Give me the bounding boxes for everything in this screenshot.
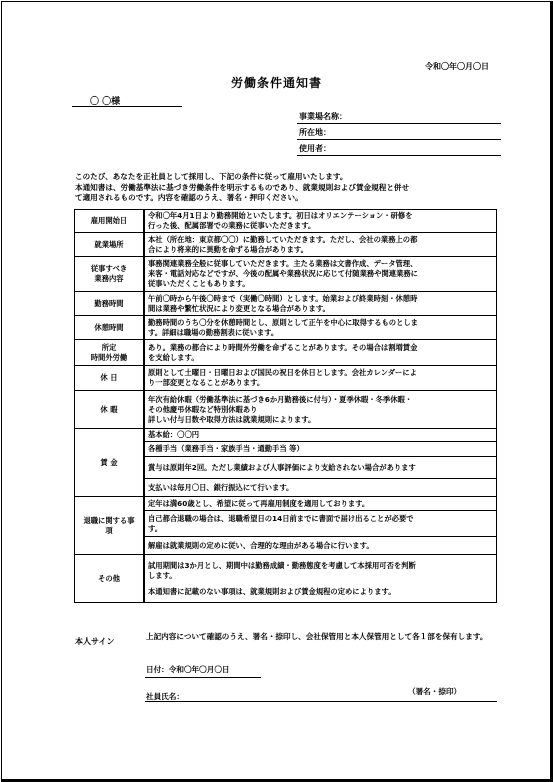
address-field[interactable]	[297, 124, 501, 140]
holidays-value	[144, 366, 497, 391]
term-row-overtime	[75, 340, 497, 366]
text-line: 年次有給休暇（労働基準法に基づき6か月勤務後に付与）・夏季休暇・冬季休暇・	[148, 394, 413, 404]
other-value	[144, 555, 497, 603]
label-line: 退職に関する事	[83, 515, 135, 525]
employee-name-field[interactable]: 社員氏名：	[146, 692, 184, 701]
text-line: 本社（所在地：東京都〇〇）に勤務していただきます。ただし、会社の業務上の都	[148, 234, 418, 244]
wages-base: 基本給：〇〇円	[144, 429, 497, 442]
term-row-holidays	[75, 366, 497, 391]
text-line: 来客・電話対応などですが、今後の配属や業務状況に応じて付随業務や関連業務に	[148, 269, 418, 278]
address-label: 所在地：	[299, 128, 331, 137]
overtime-label	[75, 340, 145, 366]
text-line: あり。業務の都合により時間外労働を命ずることがあります。その場合は割増賃金	[148, 342, 418, 352]
signature-label: 本人サイン	[75, 637, 115, 646]
issue-date: 令和〇年〇月〇日	[425, 62, 489, 71]
employer-field[interactable]	[297, 140, 501, 156]
text-line: 間は業務や繁忙状況により変更となる場合があります。	[148, 303, 330, 313]
term-row-place	[75, 233, 497, 257]
label-line: 時間外労働	[90, 352, 128, 362]
text-line: り一部変更となることがあります。	[148, 378, 265, 387]
document-title: 労働条件通知書	[230, 76, 322, 90]
addressee-name: 〇 〇様	[90, 97, 121, 107]
signature-date-field[interactable]: 日付：令和〇年〇月〇日	[146, 665, 230, 674]
hours-label: 勤務時間	[75, 292, 145, 316]
leave-value	[144, 391, 497, 429]
other-label: その他	[75, 555, 145, 603]
wages-label: 賃 金	[75, 429, 145, 497]
text-line: します。	[148, 570, 177, 580]
text-line: 自己都合退職の場合は、退職希望日の14日前までに書面で届け出ることが必要で	[148, 513, 414, 523]
place-label: 就業場所	[75, 233, 145, 257]
break-label: 休憩時間	[75, 316, 145, 340]
place-value	[144, 233, 497, 257]
text-line: す。	[148, 523, 163, 533]
text-line: 勤務時間のうち〇分を休憩時間とし、原則として正午を中心に取得するものとしま	[148, 317, 418, 327]
wages-payment: 支払いは毎月〇日、銀行振込にて行います。	[144, 479, 497, 497]
label-line: 項	[105, 525, 113, 535]
signature-date-underline	[145, 677, 261, 678]
text-line: 令和〇年4月1日より勤務開始といたします。初日はオリエンテーション・研修を	[148, 211, 413, 220]
wages-bonus: 賞与は原則年2回。ただし業績および人事評価により支給されない場合があります	[144, 457, 497, 479]
intro-line: このたび、あなたを正社員として採用し、下記の条件に従って雇用いたします。	[75, 172, 348, 181]
text-line: 合により将来的に異動を命ずる場合があります。	[148, 244, 308, 254]
text-line: 試用期間は3か月とし、期間中は勤務成績・勤務態度を考慮して本採用可否を判断	[148, 560, 416, 570]
text-line: 従事いただくこともあります。	[148, 279, 250, 288]
term-row-wages	[75, 429, 497, 442]
seal-note: （署名・捺印）	[408, 687, 462, 696]
term-row-hours	[75, 292, 497, 316]
term-row-leave	[75, 391, 497, 429]
signature-text: 上記内容について確認のうえ、署名・捺印し、会社保管用と本人保管用として各１部を保有します。	[146, 632, 488, 641]
terms-table	[74, 209, 497, 603]
employer-label: 使用者：	[299, 144, 331, 153]
leave-label: 休 暇	[75, 391, 145, 429]
text-line: を支給します。	[148, 352, 199, 362]
intro-line: 本通知書は、労働基準法に基づき労働条件を明示するものであり、就業規則および賃金規程と併せ	[75, 182, 410, 192]
retirement-resign	[144, 511, 497, 537]
duties-label	[75, 257, 145, 292]
intro-line: て適用されるものです。内容を確認のうえ、署名・押印ください。	[75, 193, 303, 202]
text-line: す。詳細は職場の勤務割表に従います。	[148, 327, 279, 337]
text-line: 事務関連業務全般に従事していただきます。主たる業務は文書作成、データ管理、	[148, 259, 418, 268]
text-line: 行った後、配属部署での業務に従事いただきます。	[148, 221, 316, 230]
term-row-break	[75, 316, 497, 340]
duties-value	[144, 257, 497, 292]
office-name-label: 事業場名称：	[299, 112, 347, 121]
label-line: 従事すべき	[90, 264, 128, 273]
label-line: 所定	[101, 342, 117, 352]
addressee-underline	[72, 106, 182, 107]
text-line: 原則として土曜日・日曜日および国民の祝日を休日とします。会社カレンダーによ	[148, 368, 417, 377]
retirement-age: 定年は満60歳とし、希望に従って再雇用制度を適用しております。	[144, 497, 497, 511]
retirement-dismissal: 解雇は就業規則の定めに従い、合理的な理由がある場合に行います。	[144, 537, 497, 555]
text-line: 詳しい付与日数や取得方法は就業規則によります。	[148, 414, 316, 424]
term-row-start	[75, 210, 497, 233]
employee-name-underline	[145, 701, 497, 702]
office-name-field[interactable]	[297, 108, 501, 124]
wages-allowance: 各種手当（業務手当・家族手当・通勤手当 等）	[144, 442, 497, 457]
term-row-other	[75, 555, 497, 603]
term-row-retirement	[75, 497, 497, 511]
label-line: 業務内容	[94, 274, 124, 283]
text-line: 午前〇時から午後〇時まで（実働〇時間）とします。始業および終業時刻・休憩時	[148, 293, 418, 303]
start-value	[144, 210, 497, 233]
break-value	[144, 316, 497, 340]
start-label: 雇用開始日	[75, 210, 145, 233]
hours-value	[144, 292, 497, 316]
holidays-label: 休 日	[75, 366, 145, 391]
text-line: その他慶弔休暇など特別休暇あり	[148, 404, 258, 414]
intro-paragraph	[75, 172, 409, 204]
overtime-value	[144, 340, 497, 366]
retirement-label	[75, 497, 145, 555]
term-row-duties	[75, 257, 497, 292]
text-line: 本通知書に記載のない事項は、就業規則および賃金規程の定めによります。	[148, 586, 396, 596]
